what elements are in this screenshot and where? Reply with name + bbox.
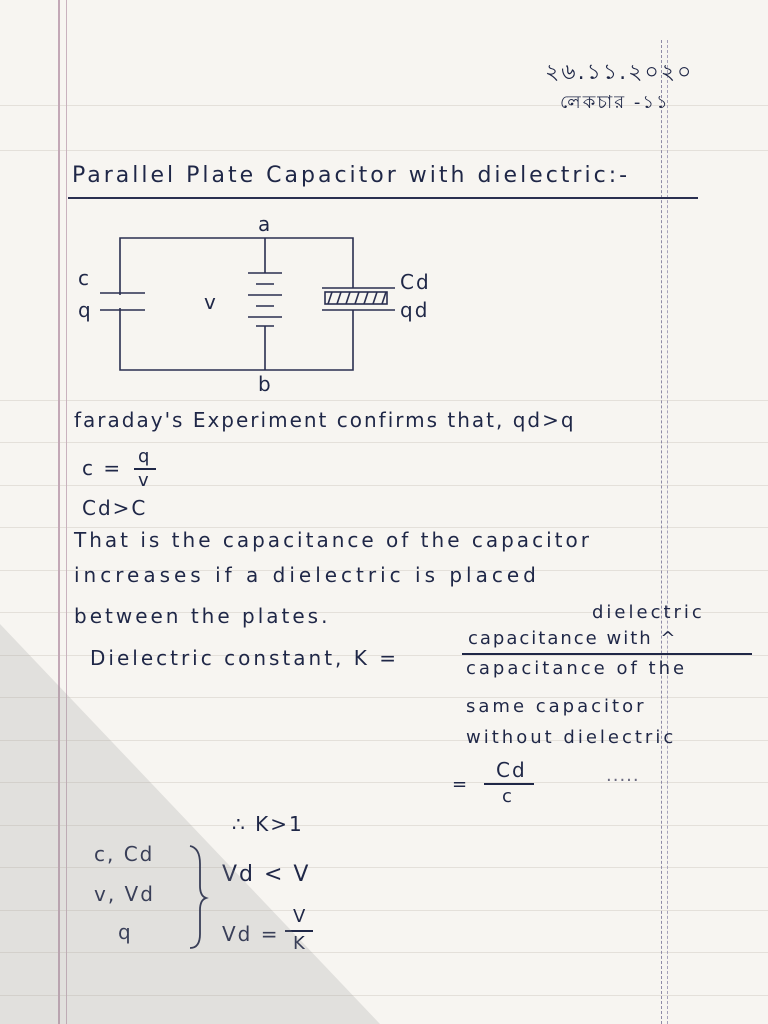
charge-q-label: q [78,298,93,322]
faraday-line: faraday's Experiment confirms that, qd>q [74,408,576,432]
c-eq-denominator: v [138,470,151,491]
lecture-label: লেকচার -১১ [560,92,670,113]
c-equals-label: c = [82,456,123,480]
k-fraction-bar [462,653,752,655]
equals-sign: = [452,774,470,795]
capacitor-cd-label: Cd [400,270,431,294]
list-c-cd: c, Cd [94,842,155,866]
node-a-label: a [258,212,273,236]
vd-numerator: V [293,906,308,927]
right-margin-line-2 [667,40,668,1024]
vd-less-v: Vd < V [222,862,311,887]
page-title: Parallel Plate Capacitor with dielectric:- [72,163,631,188]
circuit-diagram [70,210,410,390]
page-shadow [0,624,380,1024]
date-text: ২৬.১১.২০২০ [545,60,694,85]
k-numerator: capacitance with ^ [468,628,678,649]
dielectric-word: dielectric [592,602,705,623]
cd-greater-c: Cd>C [82,496,148,520]
list-q: q [118,920,133,944]
ratio-fraction-bar [484,783,534,785]
k-denominator-2: same capacitor [466,696,647,717]
body-line-3: increases if a dielectric is placed [74,563,540,587]
ratio-numerator: Cd [496,758,527,782]
k-greater-one: ∴ K>1 [232,812,304,836]
vd-denominator: K [293,933,307,954]
capacitor-c-label: c [78,266,91,290]
body-line-4: between the plates. [74,604,331,628]
k-denominator-3: without dielectric [466,727,677,748]
ratio-denominator: c [502,786,514,807]
dielectric-constant-label: Dielectric constant, K = [90,646,399,670]
list-v-vd: v, Vd [94,882,155,906]
title-underline [68,197,698,199]
charge-qd-label: qd [400,298,430,322]
node-b-label: b [258,372,273,396]
voltage-v-label: v [204,290,218,314]
vd-equals: Vd = [222,922,280,946]
trailing-dots: ..... [606,765,640,786]
body-line-2: That is the capacitance of the capacitor [74,528,592,552]
c-eq-numerator: q [138,446,152,467]
k-denominator-1: capacitance of the [466,658,688,679]
right-margin-line [661,40,662,1024]
